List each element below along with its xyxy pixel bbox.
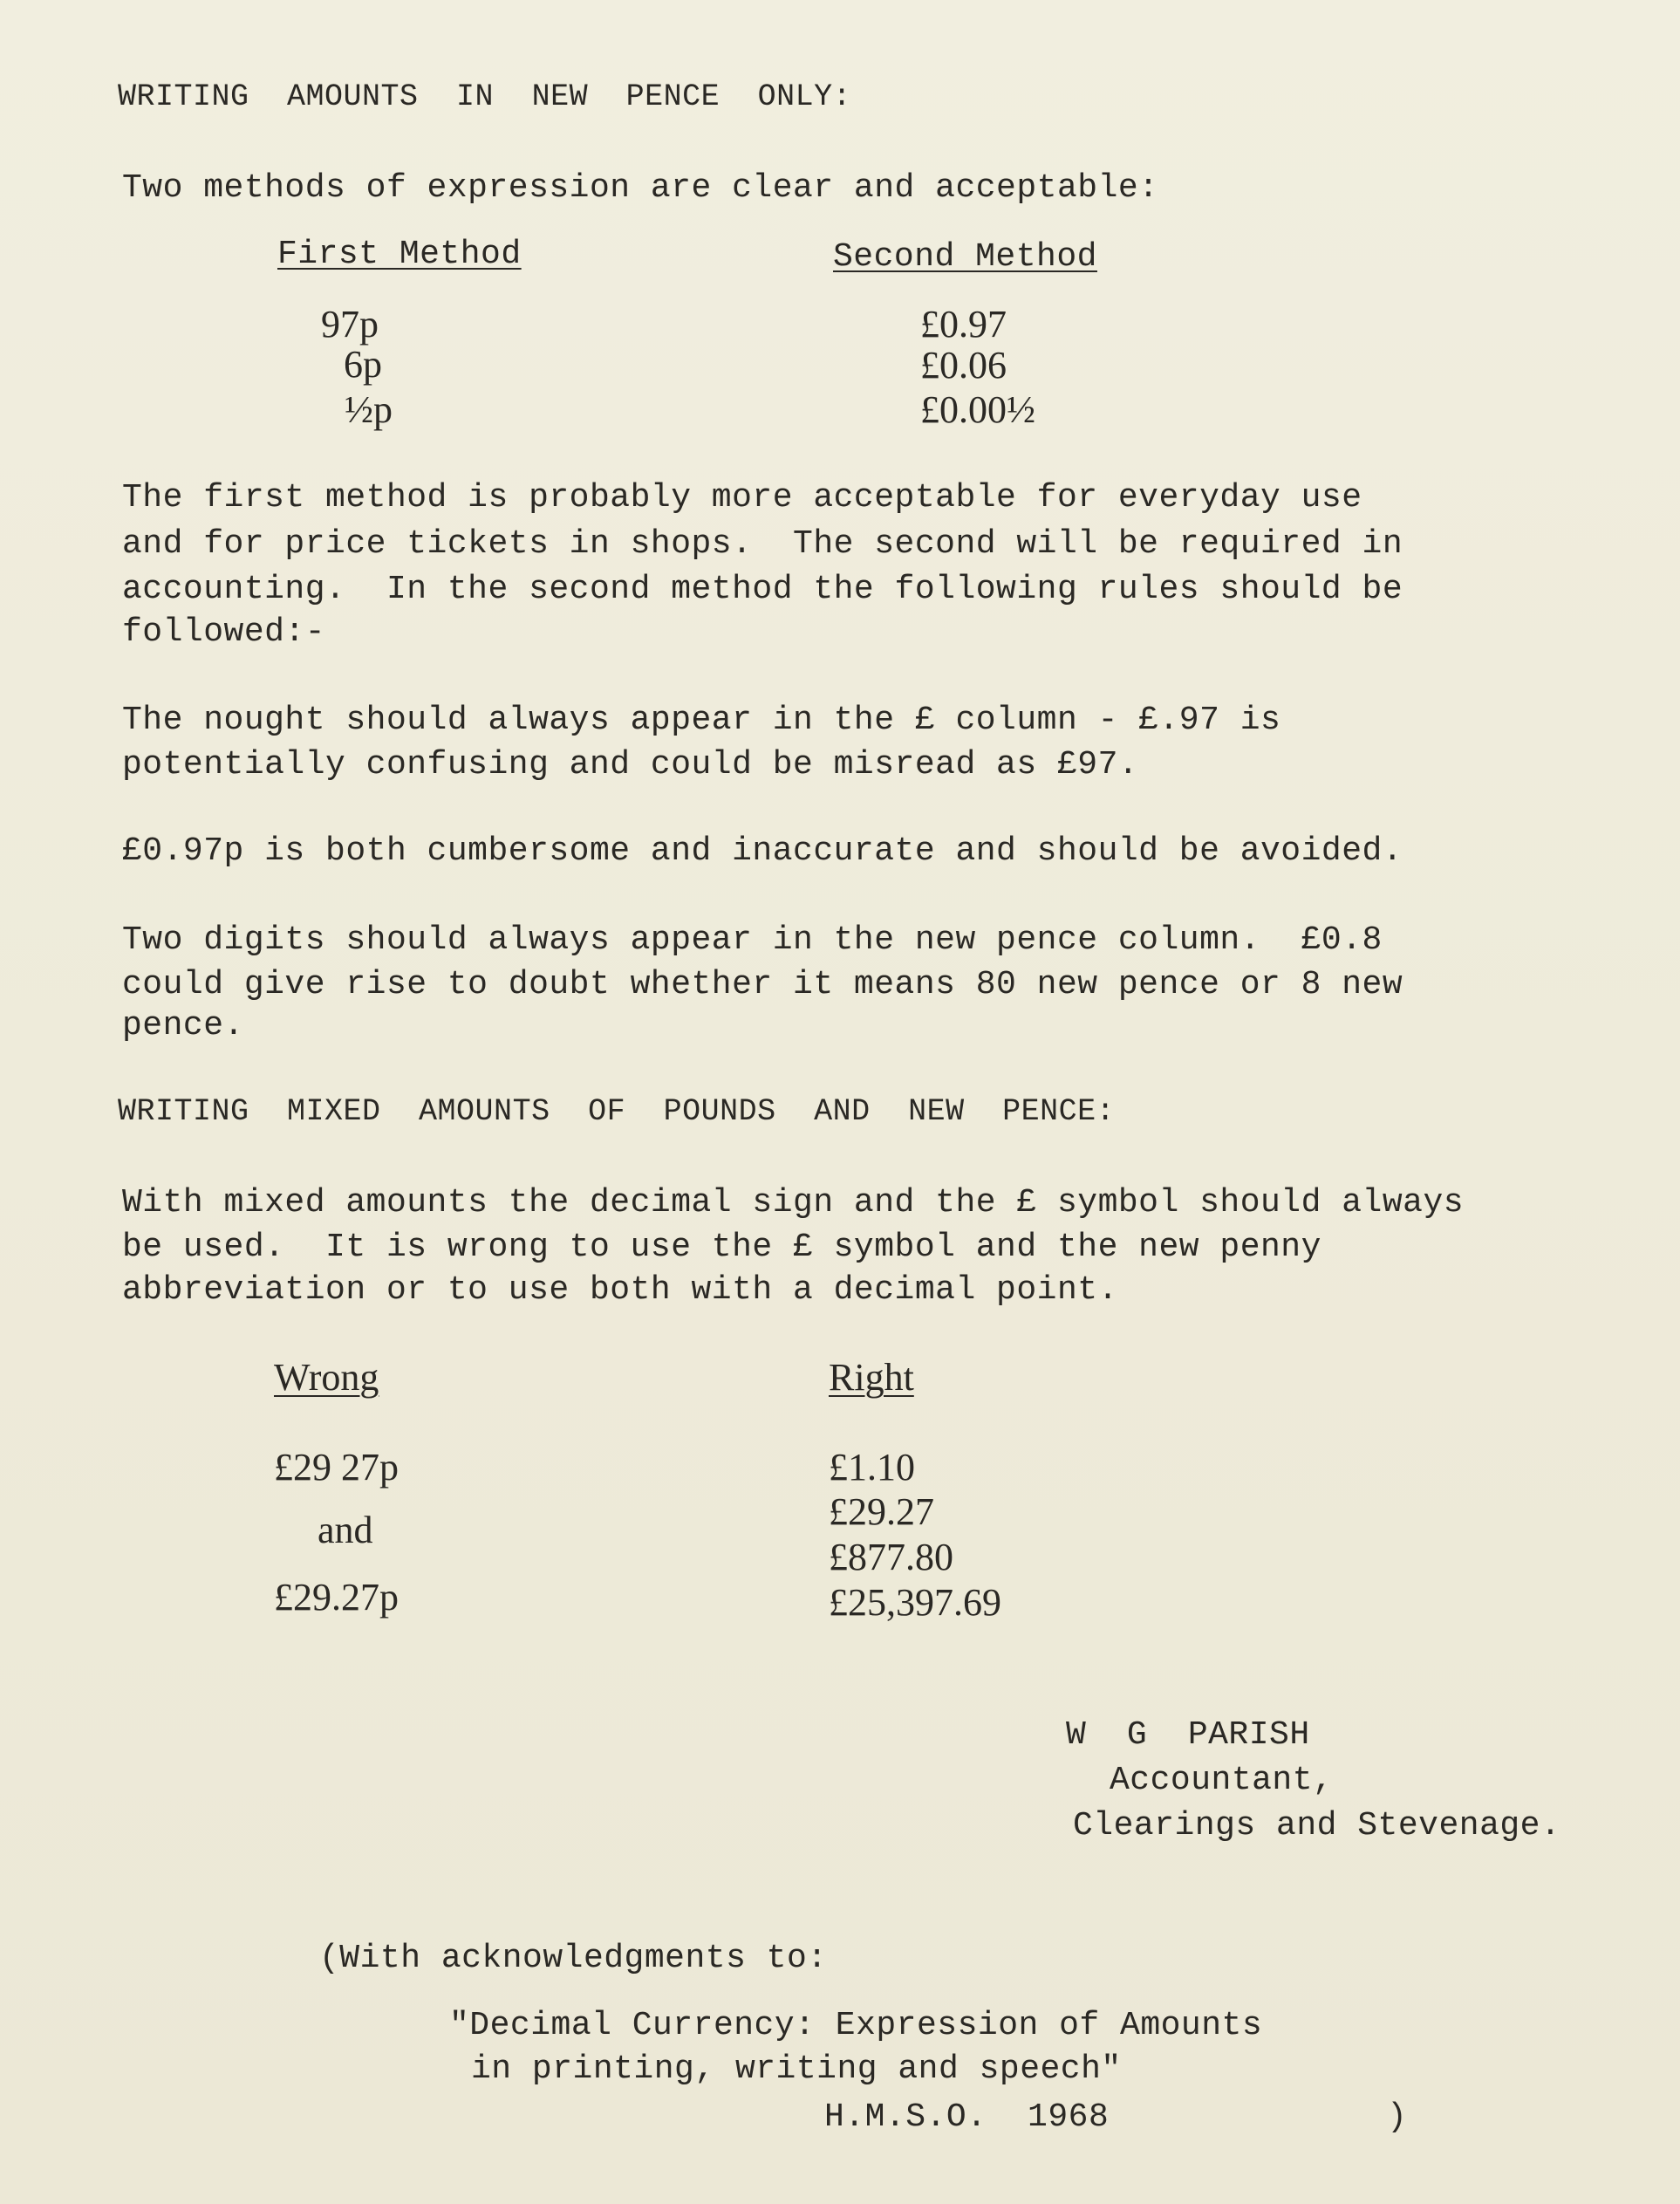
- first-method-value-1: 97p: [321, 303, 379, 346]
- right-item-4: £25,397.69: [829, 1581, 1001, 1624]
- para2-line2: potentially confusing and could be misread as £97.: [122, 746, 1139, 784]
- acknowledgment-close: ): [1387, 2098, 1408, 2136]
- acknowledgment-line1: (With acknowledgments to:: [319, 1940, 828, 1977]
- second-method-value-3: £0.00½: [920, 388, 1035, 431]
- para4-line3: pence.: [122, 1007, 244, 1044]
- heading-mixed-amounts: WRITING MIXED AMOUNTS OF POUNDS AND NEW PENCE:: [118, 1094, 1116, 1129]
- second-method-value-2: £0.06: [920, 344, 1007, 387]
- acknowledgment-line3: in printing, writing and speech": [471, 2050, 1122, 2088]
- mixed-para-line1: With mixed amounts the decimal sign and the £ symbol should always: [122, 1184, 1465, 1222]
- mixed-para-line3: abbreviation or to use both with a decimal point.: [122, 1271, 1118, 1309]
- para3-line1: £0.97p is both cumbersome and inaccurate and should be avoided.: [122, 832, 1403, 870]
- mixed-para-line2: be used. It is wrong to use the £ symbol and the new penny: [122, 1229, 1321, 1266]
- para1-line1: The first method is probably more acceptable for everyday use: [122, 479, 1362, 517]
- right-item-1: £1.10: [829, 1446, 915, 1489]
- wrong-header: Wrong: [274, 1356, 379, 1399]
- para1-line2: and for price tickets in shops. The second will be required in: [122, 525, 1403, 563]
- para1-line4: followed:-: [122, 613, 326, 651]
- show-through-decoration: [1038, 0, 1069, 87]
- para2-line1: The nought should always appear in the £ column - £.97 is: [122, 702, 1281, 739]
- second-method-value-1: £0.97: [920, 303, 1007, 346]
- wrong-item-2: and: [318, 1509, 373, 1551]
- signature-title: Accountant,: [1110, 1762, 1334, 1799]
- right-item-2: £29.27: [829, 1490, 934, 1533]
- acknowledgment-line2: "Decimal Currency: Expression of Amounts: [449, 2007, 1263, 2044]
- signature-dept: Clearings and Stevenage.: [1073, 1807, 1561, 1845]
- second-method-header: Second Method: [833, 238, 1097, 276]
- first-method-value-3: ½p: [345, 388, 393, 431]
- para4-line2: could give rise to doubt whether it means 80 new pence or 8 new: [122, 966, 1403, 1003]
- para1-line3: accounting. In the second method the following rules should be: [122, 571, 1403, 608]
- wrong-item-1: £29 27p: [274, 1446, 399, 1489]
- acknowledgment-line4: H.M.S.O. 1968: [824, 2098, 1110, 2136]
- para4-line1: Two digits should always appear in the new pence column. £0.8: [122, 921, 1383, 959]
- right-item-3: £877.80: [829, 1536, 953, 1578]
- first-method-header: First Method: [277, 236, 522, 273]
- intro-text: Two methods of expression are clear and acceptable:: [122, 169, 1159, 207]
- signature-name: W G PARISH: [1066, 1716, 1310, 1754]
- right-header: Right: [829, 1356, 914, 1399]
- wrong-item-3: £29.27p: [274, 1576, 399, 1619]
- heading-new-pence: WRITING AMOUNTS IN NEW PENCE ONLY:: [118, 79, 852, 114]
- first-method-value-2: 6p: [344, 343, 382, 386]
